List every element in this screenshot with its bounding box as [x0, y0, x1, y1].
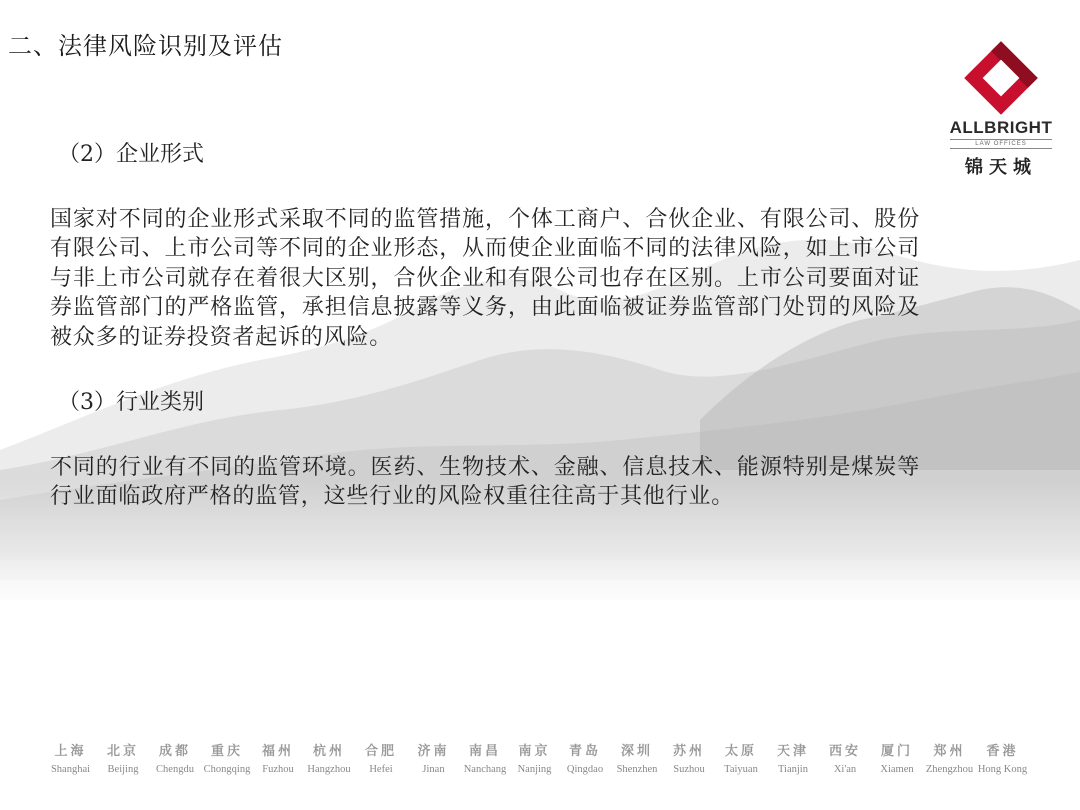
- city-cn: 重庆: [210, 744, 243, 759]
- city-en: Xiamen: [880, 764, 914, 775]
- section-text-enterprise-form: 国家对不同的企业形式采取不同的监管措施，个体工商户、合伙企业、有限公司、股份有限公司、上市公司等不同的企业形态，从而使企业面临不同的法律风险，如上市公司与非上市公司就存在着很大区别，合伙企业和有限公司也存在区别。上市公司要面对证券监管部门的严格监管，承担信息披露等义务，由此面临被证券监管部门处罚的风险及被众多的证券投资者起诉的风险。: [50, 206, 920, 350]
- city-cn: 杭州: [312, 744, 345, 759]
- city-en: Chengdu: [156, 764, 194, 775]
- office-cities-footer: [44, 740, 1044, 775]
- logo-chinese: 锦天城: [965, 157, 1037, 178]
- city-en: Fuzhou: [262, 764, 294, 775]
- city-en: Shanghai: [50, 764, 91, 775]
- city-en: Shenzhen: [616, 764, 658, 775]
- city-cn: 上海: [54, 744, 87, 759]
- section-heading-industry: （3）行业类别: [58, 390, 204, 415]
- city-cn: 厦门: [880, 744, 913, 759]
- city-cn: 南昌: [468, 744, 501, 759]
- city-cn: 西安: [828, 744, 861, 759]
- city-cn: 郑州: [933, 744, 966, 759]
- slide-title: 二、法律风险识别及评估: [8, 32, 283, 60]
- logo-brand: ALLBRIGHT: [949, 118, 1053, 137]
- city-cn: 南京: [518, 744, 551, 759]
- city-en: Hefei: [369, 764, 393, 775]
- city-en: Tianjin: [778, 764, 808, 775]
- city-cn: 成都: [158, 744, 191, 759]
- logo-subtitle: LAW OFFICES: [950, 139, 1052, 149]
- city-en: Suzhou: [673, 764, 705, 775]
- city-cn: 北京: [106, 744, 139, 759]
- city-en: Nanjing: [517, 764, 552, 775]
- content-area: [50, 140, 920, 512]
- city-cn: 深圳: [620, 744, 653, 759]
- allbright-emblem-icon: [963, 40, 1039, 116]
- city-cn: 苏州: [672, 744, 705, 759]
- city-cn: 天津: [776, 744, 809, 759]
- cities-english-row: [44, 759, 1044, 775]
- city-cn: 福州: [261, 744, 294, 759]
- city-en: Qingdao: [566, 764, 604, 775]
- city-en: Taiyuan: [724, 764, 758, 775]
- city-cn: 合肥: [364, 744, 397, 759]
- city-en: Jinan: [422, 764, 445, 775]
- city-en: Xi'an: [833, 764, 857, 775]
- section-text-industry: 不同的行业有不同的监管环境。医药、生物技术、金融、信息技术、能源特别是煤炭等行业面临政府严格的监管，这些行业的风险权重往往高于其他行业。: [50, 454, 920, 509]
- city-cn: 济南: [417, 744, 450, 759]
- city-en: Zhengzhou: [925, 764, 974, 775]
- city-cn: 香港: [986, 744, 1019, 759]
- city-cn: 太原: [724, 744, 757, 759]
- city-cn: 青岛: [568, 744, 601, 759]
- allbright-logo: [940, 40, 1062, 178]
- city-en: Hangzhou: [307, 764, 351, 775]
- city-en: Chongqing: [203, 764, 251, 775]
- city-en: Hong Kong: [977, 764, 1028, 775]
- city-en: Nanchang: [463, 764, 507, 775]
- city-en: Beijing: [107, 764, 139, 775]
- cities-chinese-row: [44, 740, 1044, 759]
- section-heading-enterprise-form: （2）企业形式: [58, 142, 204, 167]
